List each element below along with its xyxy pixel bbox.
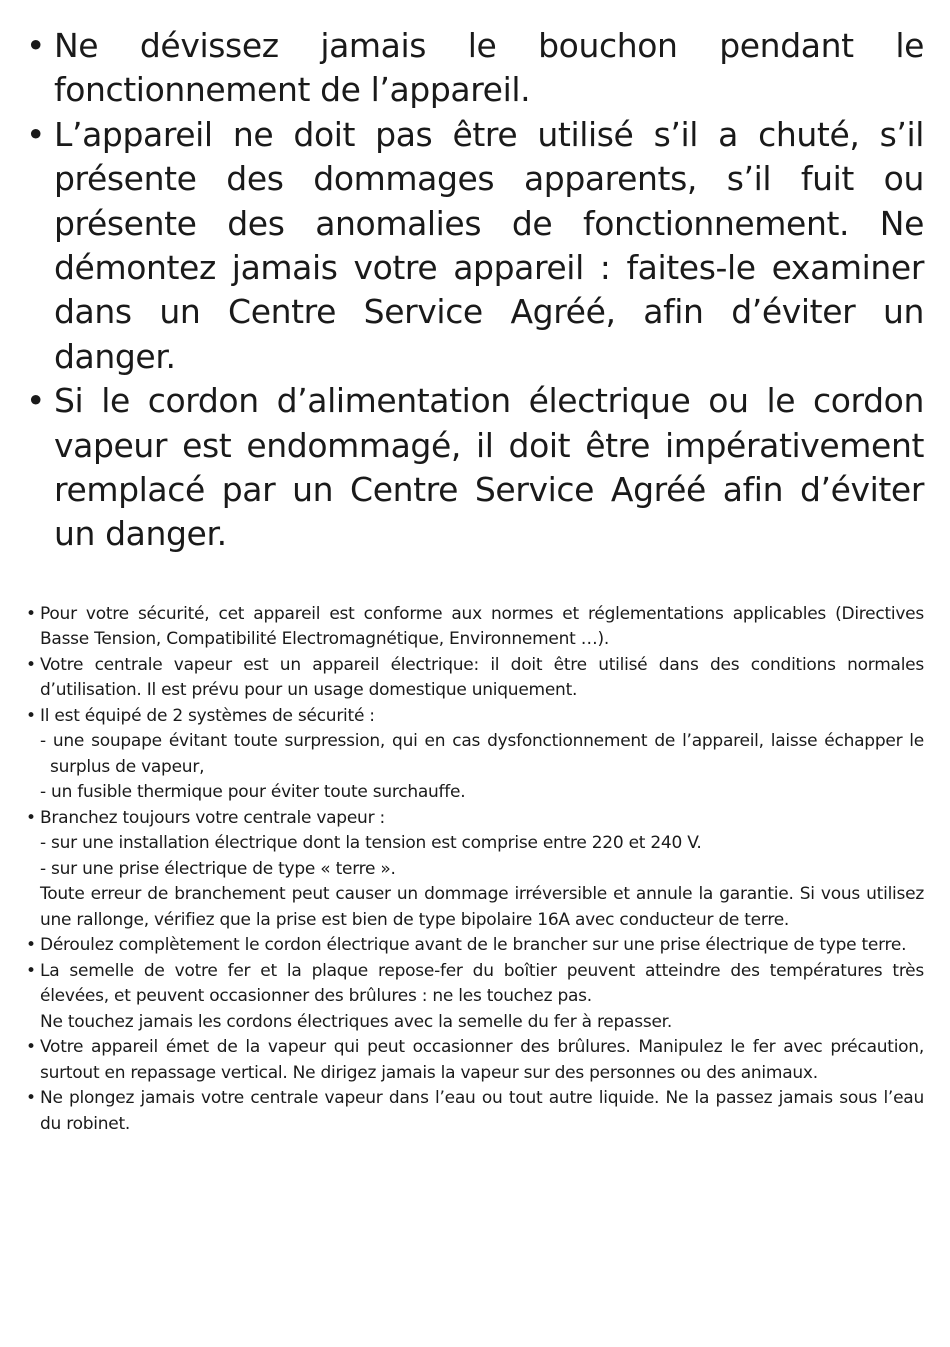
bullet-icon: • [26,603,36,624]
instruction-item: • Pour votre sécurité, cet appareil est conforme aux normes et réglementations applicables (Directives Basse Tension, Compatibilité Electromagnétique, Environnement …). [26,603,924,650]
instruction-item: • Déroulez complètement le cordon électrique avant de le brancher sur une prise électrique de type terre. [26,933,924,959]
primary-warnings-list [26,24,924,557]
continuation-text: Ne touchez jamais les cordons électriques avec la semelle du fer à repasser. [40,1011,672,1032]
warning-item: • Si le cordon d’alimentation électrique ou le cordon vapeur est endommagé, il doit être impérativement remplacé par un Centre Service Agréé afin d’éviter un danger. [26,381,924,554]
instruction-item: • Votre appareil émet de la vapeur qui peut occasionner des brûlures. Manipulez le fer avec précaution, surtout en repassage vertical. Ne dirigez jamais la vapeur sur des personnes ou des animaux. [26,1037,924,1083]
sublist-item: - sur une prise électrique de type « terre ». [40,858,396,879]
continuation-text: Toute erreur de branchement peut causer un dommage irréversible et annule la garantie. Si vous utilisez une rallonge, vérifiez que la prise est bien de type bipolaire 16A avec conducteur de terre. [40,884,924,930]
bullet-icon: • [26,114,46,154]
bullet-icon: • [26,1037,36,1058]
instruction-item: • Il est équipé de 2 systèmes de sécurité : - une soupape évitant toute surpression, qui en cas dysfonctionnement de l’appareil, laisse échapper le surplus de vapeur, - un fusible thermique pour éviter toute surchauffe. [26,704,924,806]
warning-item: • L’appareil ne doit pas être utilisé s’il a chuté, s’il présente des dommages apparents, s’il fuit ou présente des anomalies de fonctionnement. Ne démontez jamais votre appareil : faites-le examiner dans un Centre Service Agréé, afin d’éviter un danger. [26,114,924,376]
safety-instructions-list [26,602,924,1138]
bullet-icon: • [26,705,36,726]
safety-systems-sublist [40,729,924,806]
sublist-item: - une soupape évitant toute surpression, qui en cas dysfonctionnement de l’appareil, laisse échapper le surplus de vapeur, [40,731,924,777]
connection-sublist [40,831,924,882]
instruction-item: • Branchez toujours votre centrale vapeur : - sur une installation électrique dont la tension est comprise entre 220 et 240 V. - sur une prise électrique de type « terre ». Toute erreur de branchement peut causer un dommage irréversible et annule la garantie. Si vous utilisez une rallonge, vérifiez que la prise est bien de type bipolaire 16A avec conducteur de terre. [26,806,924,934]
instruction-item: • Votre centrale vapeur est un appareil électrique: il doit être utilisé dans des conditions normales d’utilisation. Il est prévu pour un usage domestique uniquement. [26,654,924,701]
sublist-item: - un fusible thermique pour éviter toute surchauffe. [40,782,466,803]
bullet-icon: • [26,654,36,675]
instruction-item: • La semelle de votre fer et la plaque repose-fer du boîtier peuvent atteindre des températures très élevées, et peuvent occasionner des brûlures : ne les touchez pas. Ne touchez jamais les cordons électriques avec la semelle du fer à repasser. [26,959,924,1036]
warning-item: • Ne dévissez jamais le bouchon pendant le fonctionnement de l’appareil. [26,26,924,110]
sublist-item: - sur une installation électrique dont la tension est comprise entre 220 et 240 V. [40,833,702,854]
instruction-item: • Ne plongez jamais votre centrale vapeur dans l’eau ou tout autre liquide. Ne la passez jamais sous l’eau du robinet. [26,1088,924,1134]
bullet-icon: • [26,381,46,421]
bullet-icon: • [26,935,36,956]
bullet-icon: • [26,1088,36,1109]
bullet-icon: • [26,26,46,65]
bullet-icon: • [26,960,36,981]
bullet-icon: • [26,807,36,828]
